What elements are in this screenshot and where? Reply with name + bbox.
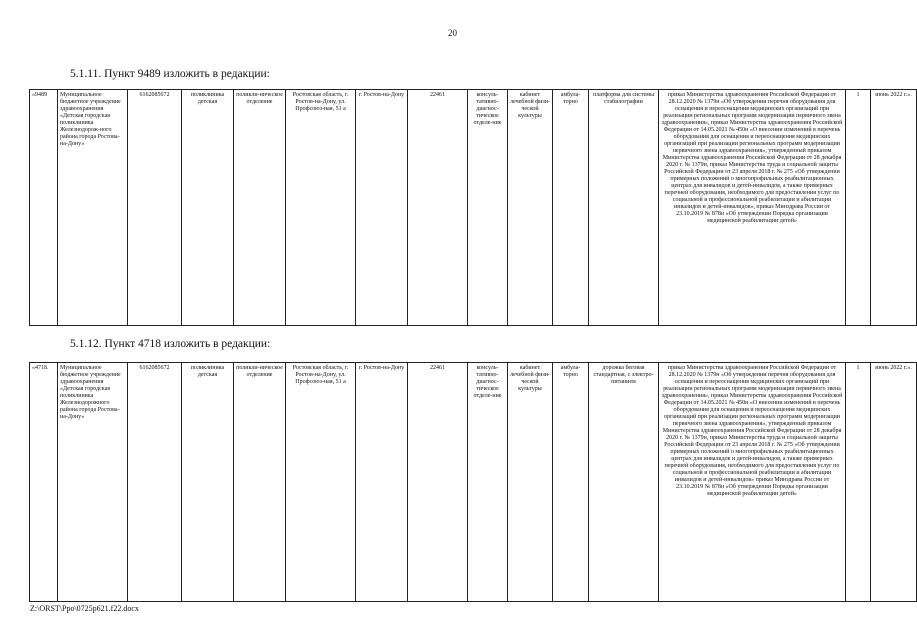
amendment-table-4718 <box>29 362 917 602</box>
city-cell: г. Ростов-на-Дону <box>356 90 408 326</box>
equipment-cell: платформа для системы стабилографии <box>589 90 659 326</box>
room-cell: кабинет лечебной физи-ческой культуры <box>508 90 553 326</box>
facility-type-cell: поликлиника детская <box>182 90 234 326</box>
inn-cell: 6162085672 <box>128 90 182 326</box>
quantity-cell: 1 <box>846 363 871 602</box>
amendment-table-9489 <box>29 89 917 326</box>
inn-cell: 6162085672 <box>128 363 182 602</box>
code-cell: 22461 <box>408 363 468 602</box>
page-number: 20 <box>448 28 457 38</box>
organization-cell: Муниципальное бюджетное учреждение здравоохранения «Детская городская поликлиника Железнодорож-ного района города Ростова-на-Дону» <box>58 90 128 326</box>
care-form-cell: амбула-торно <box>553 90 589 326</box>
code-cell: 22461 <box>408 90 468 326</box>
address-cell: Ростовская область, г. Ростов-на-Дону, ул. Профсоюз-ная, 51 а <box>286 90 356 326</box>
table-row <box>30 363 917 602</box>
legal-basis-cell: приказ Министерства здравоохранения Российской Федерации от 28.12.2020 № 1379н «Об утверждении перечня оборудования для оснащения и переоснащения медицинских организаций при реализации региональных программ модернизации первичного звена здравоохранения», приказ Министерства здравоохранения Российской Федерации от 14.05.2021 № 450н «О внесении изменений в перечень оборудования для оснащения и переоснащения медицинских организаций при реализации региональных программ модернизации первичного звена здравоохранения», утвержденный приказом Министерства здравоохранения Российской Федерации от 28 декабря 2020 г. № 1379н, приказ Министерства труда и социальной защиты Российской Федерации от 23 апреля 2018 г. № 275 «Об утверждении примерных положений о многопрофильных реабилитационных центрах для инвалидов и детей-инвалидов, а также примерных перечней оборудования, необходимого для предоставления услуг по социальной и профессиональной реабилитации и абилитации инвалидов и детей-инвалидов» приказ Минздрава России от 23.10.2019 № 878н «Об утверждении Порядка организации медицинской реабилитации детей» <box>659 363 846 602</box>
organization-cell: Муниципальное бюджетное учреждение здравоохранения «Детская городская поликлиника Железнодорожного района города Ростова-на-Дону» <box>58 363 128 602</box>
section-heading-5-1-12: 5.1.12. Пункт 4718 изложить в редакции: <box>70 338 271 350</box>
facility-type-cell: поликлиника детская <box>182 363 234 602</box>
address-cell: Ростовская область, г. Ростов-на-Дону, ул. Профсоюз-ная, 51 а <box>286 363 356 602</box>
equipment-cell: дорожка беговая стандартная, с электро-питанием <box>589 363 659 602</box>
item-number-cell: «4718. <box>30 363 58 602</box>
room-cell: кабинет лечебной физи-ческой культуры <box>508 363 553 602</box>
section-heading-5-1-11: 5.1.11. Пункт 9489 изложить в редакции: <box>70 68 270 80</box>
care-form-cell: амбула-торно <box>553 363 589 602</box>
city-cell: г. Ростов-на-Дону <box>356 363 408 602</box>
legal-basis-cell: приказ Министерства здравоохранения Российской Федерации от 28.12.2020 № 1379н «Об утверждении перечня оборудования для оснащения и переоснащения медицинских организаций при реализации региональных программ модернизации первичного звена здравоохранения», приказ Министерства здравоохранения Российской Федерации от 14.05.2021 № 450н «О внесении изменений в перечень оборудования для оснащения и переоснащения медицинских организаций при реализации региональных программ модернизации первичного звена здравоохранения», утвержденный приказом Министерства здравоохранения Российской Федерации от 28 декабря 2020 г. № 1379н, приказ Министерства труда и социальной защиты Российской Федерации от 23 апреля 2018 г. № 275 «Об утверждении примерных положений о многопрофильных реабилитационных центрах для инвалидов и детей-инвалидов, а также примерных перечней оборудования, необходимого для предоставления услуг по социальной и профессиональной реабилитации и абилитации инвалидов и детей-инвалидов», приказ Минздрава России от 23.10.2019 № 878н «Об утверждении Порядка организации медицинской реабилитации детей» <box>659 90 846 326</box>
table-row <box>30 90 917 326</box>
period-cell: июнь 2022 г.». <box>871 363 917 602</box>
document-file-path: Z:\ORST\Ppo\0725p621.f22.docx <box>30 604 139 613</box>
department-cell: поликли-ническое отделение <box>234 363 286 602</box>
department-cell: поликли-ническое отделение <box>234 90 286 326</box>
period-cell: июнь 2022 г.». <box>871 90 917 326</box>
item-number-cell: «9489 <box>30 90 58 326</box>
unit-cell: консуль-тативно-диагнос-тическое отделе-ние <box>468 90 508 326</box>
quantity-cell: 1 <box>846 90 871 326</box>
unit-cell: консуль-тативно-диагнос-тическое отделе-ние <box>468 363 508 602</box>
